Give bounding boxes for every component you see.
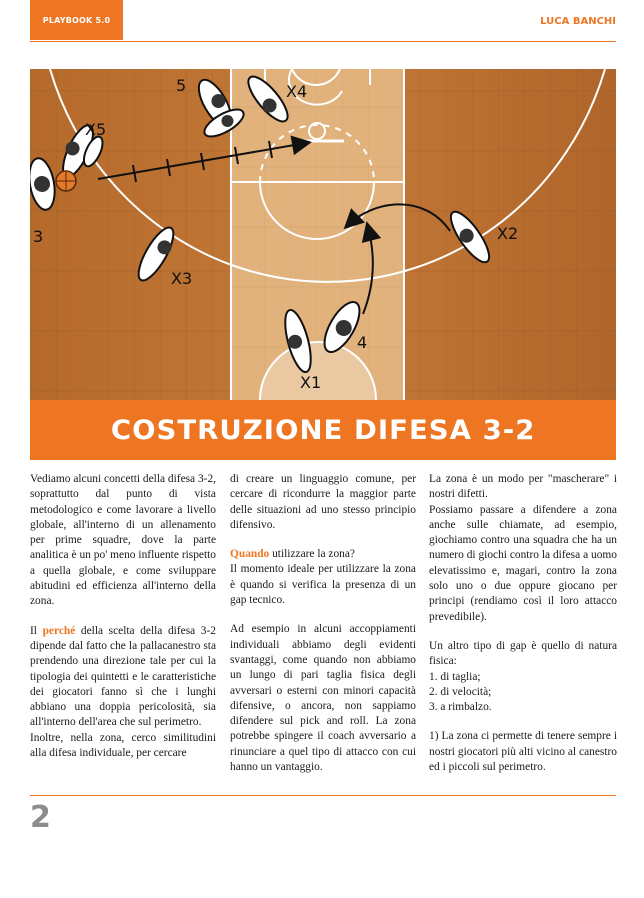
label-x4: X4 xyxy=(286,82,308,101)
highlight-quando: Quando xyxy=(230,548,270,561)
label-x1: X1 xyxy=(300,373,322,392)
label-3: 3 xyxy=(33,227,44,246)
header-divider xyxy=(30,41,616,42)
list-item: 3. a rimbalzo. xyxy=(429,701,492,714)
paragraph: 1) La zona ci permette di tenere sempre i nostri giocatori più alti vicino al canestro ed i piccoli sul perimetro. xyxy=(429,730,617,774)
label-x2: X2 xyxy=(497,224,519,243)
text-column-3 xyxy=(429,472,617,789)
label-5: 5 xyxy=(176,76,187,95)
paragraph: La zona è un modo per "mascherare" i nostri difetti. xyxy=(429,473,617,501)
text-column-2 xyxy=(230,472,416,789)
text-column-1 xyxy=(30,472,216,775)
paragraph: di creare un linguaggio comune, per cercare di ricondurre la maggior parte delle situazioni ad uno stesso principio difensivo. xyxy=(230,473,416,531)
label-x3: X3 xyxy=(171,269,193,288)
article-title: COSTRUZIONE DIFESA 3-2 xyxy=(110,414,536,446)
footer-divider xyxy=(30,795,616,796)
list-item: 2. di velocità; xyxy=(429,685,492,698)
paragraph: Ad esempio in alcuni accoppiamenti individuali abbiamo degli evidenti svantaggi, come quando non abbiamo un lungo di pari taglia fisica degli avversari o esterni con minori capacità difensive, o ancora, non sappiamo difendere sul pick and roll. La zona potrebbe spingere il coach avversario a rinunciare a quel tipo di attacco con cui hanno un vantaggio. xyxy=(230,623,416,774)
paragraph: Il perché della scelta della difesa 3-2 dipende dal fatto che la pallacanestro sta prendendo una direzione tale per cui la tipologia dei quintetti e le caratteristiche dei giocatori fanno sì che i lunghi abbiano una doppia pericolosità, sia all'interno dell'area che sul perimetro. xyxy=(30,624,216,729)
page-number: 2 xyxy=(30,800,51,835)
paragraph: Il momento ideale per utilizzare la zona è quando si verifica la presenza di un gap tecnico. xyxy=(230,563,416,607)
magazine-tag: PLAYBOOK 5.0 xyxy=(30,0,123,40)
title-band xyxy=(30,400,616,460)
label-x5: X5 xyxy=(85,120,107,139)
court-diagram xyxy=(30,69,616,400)
list-item: 1. di taglia; xyxy=(429,670,481,683)
paragraph: Possiamo passare a difendere a zona anche sulle chiamate, ad esempio, giochiamo contro una squadra che ha un numero di giochi contro la difesa a uomo elevatissimo e, magari, contro la zona solo uno o due oppure giocano per principi (rendiamo così il loro attacco prevedibile). xyxy=(429,503,617,623)
paragraph: Inoltre, nella zona, cerco similitudini alla difesa individuale, per cercare xyxy=(30,731,216,760)
highlight-perche: perché xyxy=(42,624,76,637)
author-name: LUCA BANCHI xyxy=(540,16,616,27)
label-4: 4 xyxy=(357,333,368,352)
paragraph: Vediamo alcuni concetti della difesa 3-2, soprattutto dal punto di vista metodologico e come lavorare a livello globale, all'interno di un allenamento per prime squadre, dove la parte analitica è un po' meno influente rispetto a quella globale, e come sviluppare abitudini ed efficienza all'interno della zona. xyxy=(30,473,216,608)
paragraph: Un altro tipo di gap è quello di natura fisica: xyxy=(429,639,617,668)
paragraph: Quando utilizzare la zona? xyxy=(230,548,355,561)
